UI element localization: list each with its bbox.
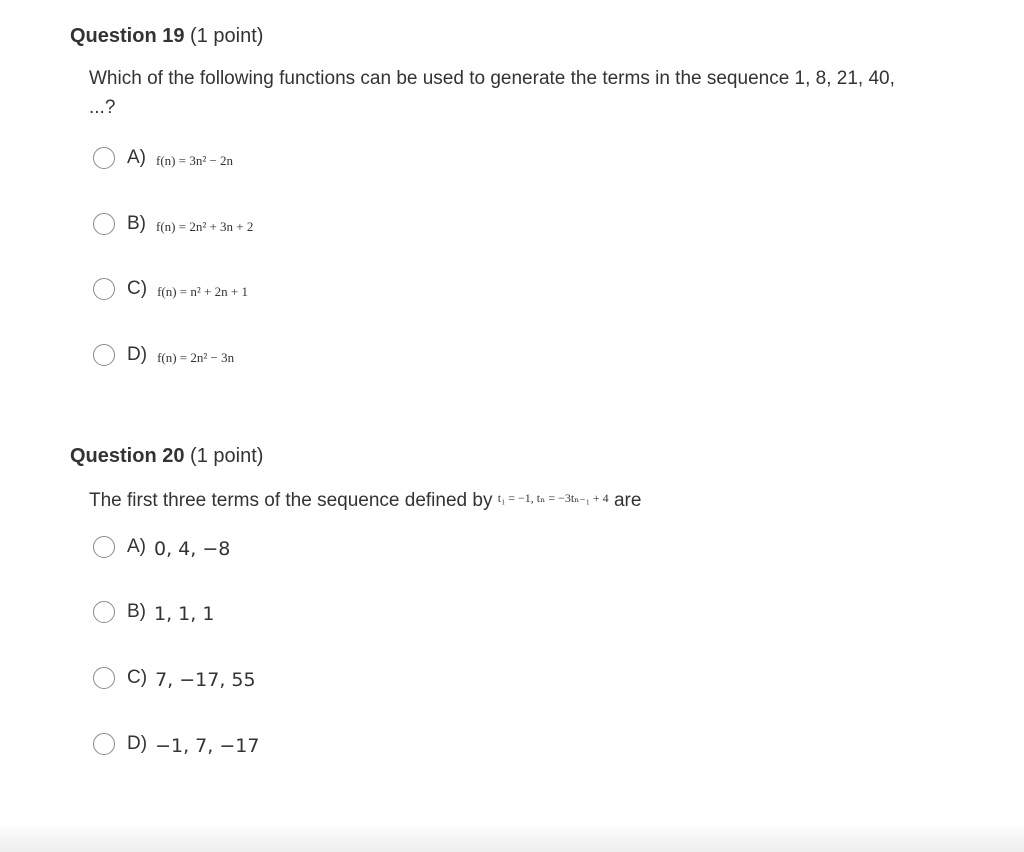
radio-button[interactable]	[93, 278, 115, 300]
choice-letter: B)	[127, 213, 146, 234]
choice-d[interactable]	[93, 340, 234, 370]
question-points: (1 point)	[190, 25, 264, 47]
radio-button[interactable]	[93, 667, 115, 689]
choice-letter: D)	[127, 344, 148, 365]
choice-letter: A)	[127, 147, 146, 168]
choice-letter: A)	[127, 536, 146, 557]
choice-b[interactable]	[93, 597, 214, 627]
question-19	[70, 22, 970, 365]
choice-formula: f(n) = 2n² − 3n	[157, 350, 235, 365]
choice-letter: D)	[127, 733, 148, 754]
choice-c[interactable]	[93, 274, 248, 304]
choice-letter: C)	[127, 278, 148, 299]
radio-button[interactable]	[93, 147, 115, 169]
radio-button[interactable]	[93, 536, 115, 558]
question-stem: Which of the following functions can be used to generate the terms in the sequence 1, 8, 21, 40, ...?	[89, 68, 895, 118]
question-title: Question 20	[70, 445, 185, 467]
question-points: (1 point)	[190, 445, 264, 467]
choice-formula: f(n) = 3n² − 2n	[156, 153, 234, 168]
choice-d[interactable]	[93, 729, 259, 759]
choice-formula: f(n) = 2n² + 3n + 2	[156, 219, 254, 234]
choice-a[interactable]	[93, 532, 230, 562]
choice-answer: 0, 4, −8	[154, 538, 231, 560]
choice-answer: 1, 1, 1	[154, 603, 215, 625]
radio-button[interactable]	[93, 601, 115, 623]
question-20	[70, 442, 970, 757]
choice-answer: −1, 7, −17	[155, 735, 260, 757]
page-footer-shadow	[0, 822, 1024, 852]
question-stem	[89, 484, 899, 515]
choice-c[interactable]	[93, 663, 256, 693]
choice-b[interactable]	[93, 209, 253, 239]
choice-letter: B)	[127, 601, 146, 622]
radio-button[interactable]	[93, 733, 115, 755]
radio-button[interactable]	[93, 213, 115, 235]
stem-math: t₁ = −1, tₙ = −3tₙ₋₁ + 4	[497, 491, 609, 505]
choice-a[interactable]	[93, 143, 233, 173]
stem-text-end: are	[613, 490, 642, 511]
stem-text: The first three terms of the sequence defined by	[89, 490, 493, 511]
choice-letter: C)	[127, 667, 148, 688]
question-heading	[70, 22, 970, 50]
question-heading	[70, 442, 970, 470]
choice-formula: f(n) = n² + 2n + 1	[157, 284, 248, 299]
question-title: Question 19	[70, 25, 185, 47]
choice-answer: 7, −17, 55	[155, 669, 256, 691]
radio-button[interactable]	[93, 344, 115, 366]
